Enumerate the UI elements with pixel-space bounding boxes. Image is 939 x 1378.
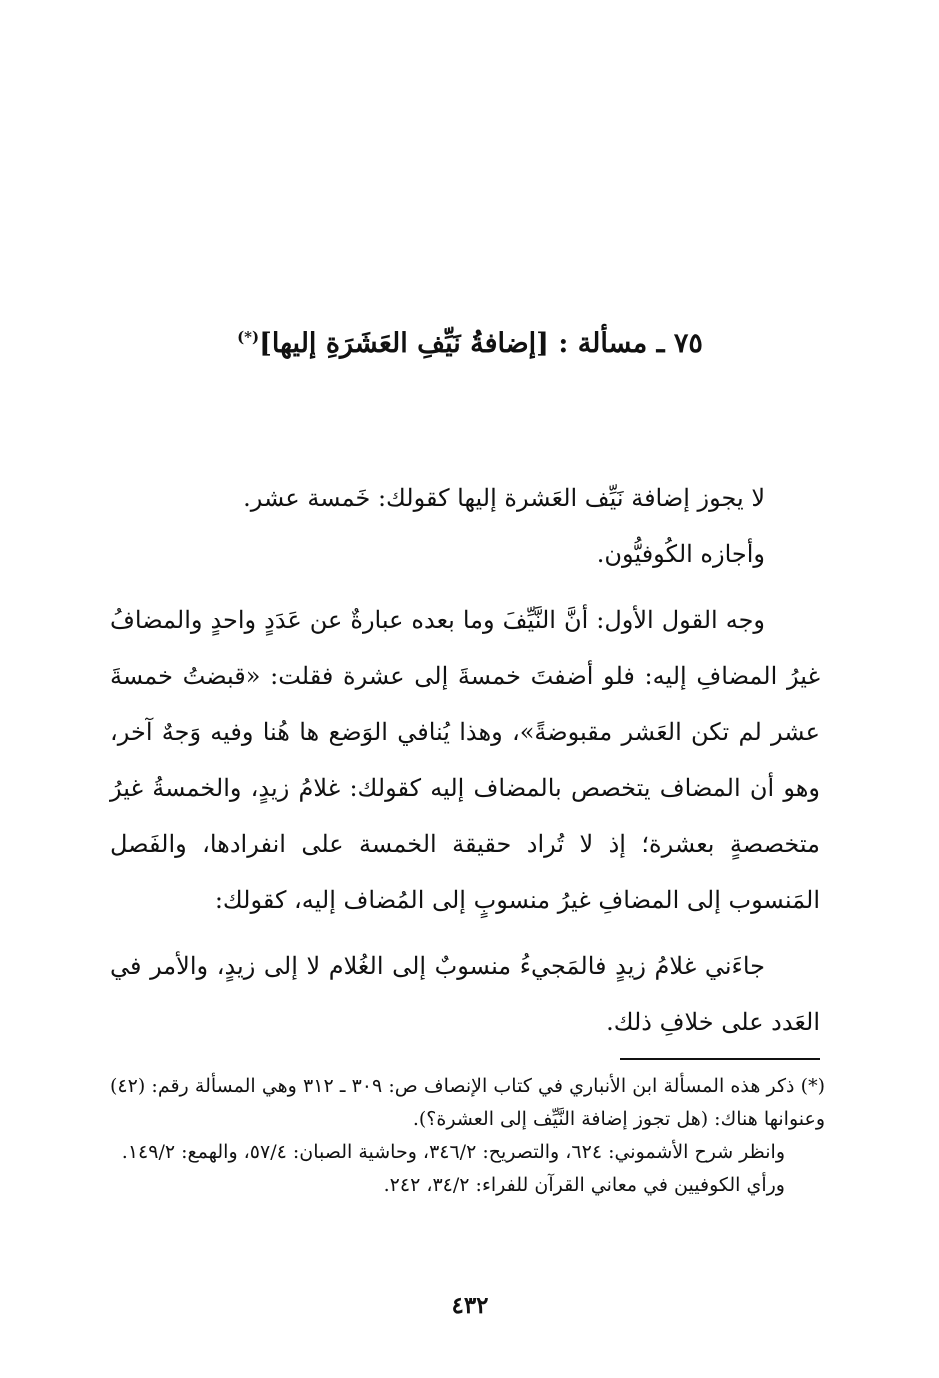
section-heading	[150, 328, 790, 359]
main-text	[110, 470, 820, 1050]
footnote-marker: (*)	[237, 328, 260, 346]
page-number: ٤٣٢	[451, 1292, 489, 1319]
footnote-references: وانظر شرح الأشموني: ٦٢٤، والتصريح: ٣٤٦/٢، وحاشية الصبان: ٥٧/٤، والهمع: ١٤٩/٢.	[121, 1141, 785, 1163]
footnote-kufan-opinion: ورأي الكوفيين في معاني القرآن للفراء: ٣٤/٢، ٢٤٢.	[383, 1174, 785, 1196]
footnote-divider	[620, 1058, 820, 1060]
footnotes	[110, 1070, 825, 1202]
footnote-source: (*) ذكر هذه المسألة ابن الأنباري في كتاب الإنصاف ص: ٣٠٩ ـ ٣١٢ وهي المسألة رقم: (٤٢) وعنوانها هناك: (هل تجوز إضافة النَّيِّف إلى العشرة؟).	[110, 1075, 825, 1130]
paragraph-kufan-view: وأجازه الكُوفيُّون.	[596, 540, 765, 568]
paragraph-example: جاءَني غلامُ زيدٍ فالمَجيءُ منسوبٌ إلى الغُلام لا إلى زيدٍ، والأمر في العَدد على خلافِ ذلك.	[110, 952, 820, 1036]
paragraph-rule: لا يجوز إضافة نَيِّف العَشرة إليها كقولك: خَمسة عشر.	[243, 484, 765, 512]
paragraph-argument: وجه القول الأول: أنَّ النَّيِّفَ وما بعده عبارةٌ عن عَدَدٍ واحدٍ والمضافُ غيرُ المضافِ إليه: فلو أضفتَ خمسةَ إلى عشرة فقلت: «قبضتُ خمسةَ عشر لم تكن العَشر مقبوضةً»، وهذا يُنافي الوَضع ها هُنا وفيه وَجهٌ آخر، وهو أن المضاف يتخصص بالمضاف إليه كقولك: غلامُ زيدٍ، والخمسةُ غيرُ متخصصةٍ بعشرة؛ إذ لا تُراد حقيقة الخمسة على انفرادها، والفَصل المَنسوب إلى المضافِ غيرُ منسوبٍ إلى المُضاف إليه، كقولك:	[110, 606, 821, 914]
heading-text: ٧٥ ـ مسألة : [إضافةُ نَيِّفِ العَشَرَةِ إليها]	[259, 328, 703, 359]
